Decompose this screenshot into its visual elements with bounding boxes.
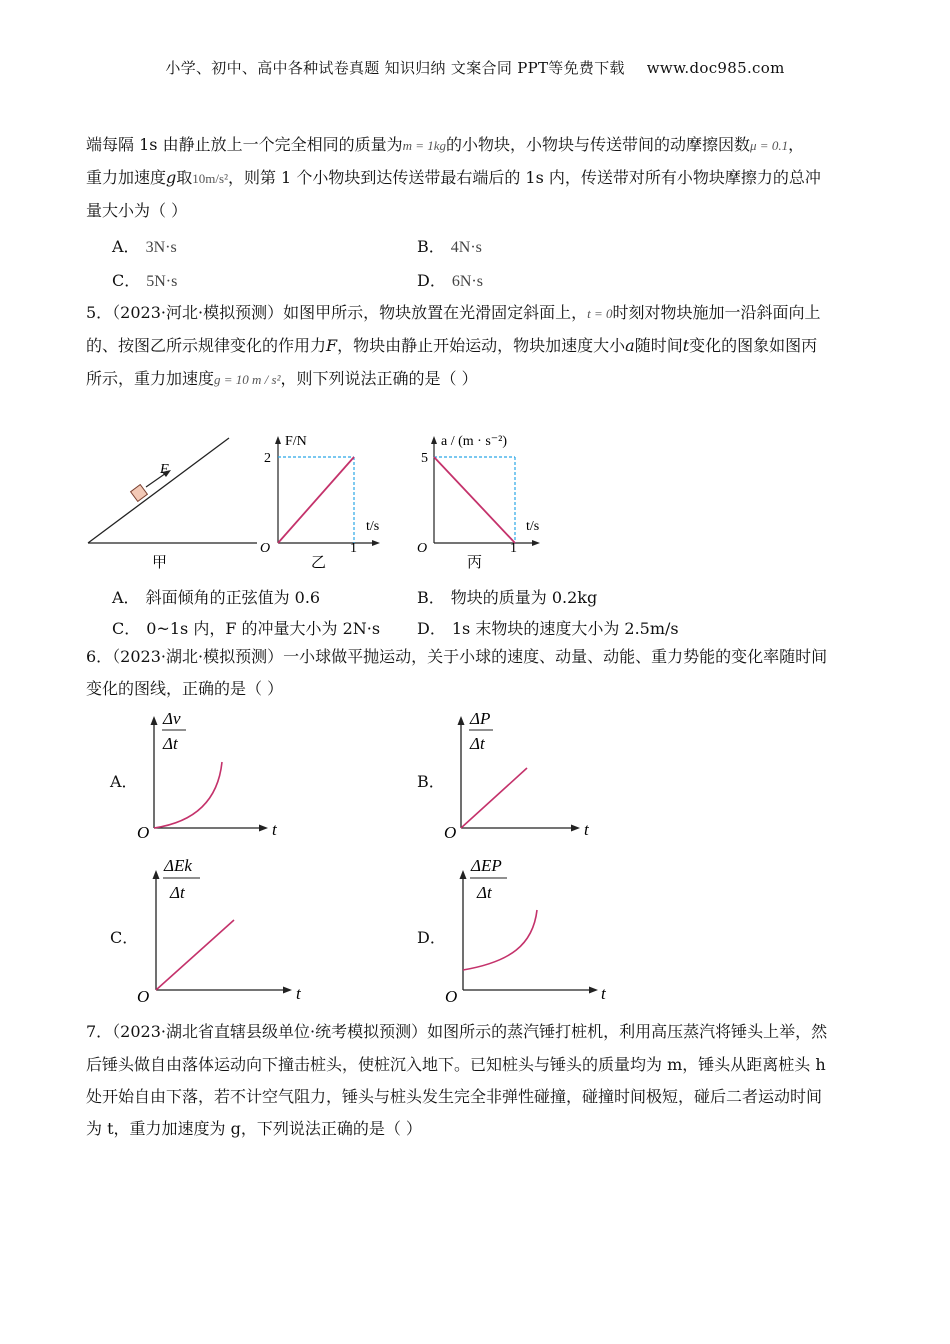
q4-g-value: 10m/s² (192, 171, 228, 186)
fig-jia-label: 甲 (152, 555, 168, 571)
q6-a-xlabel: t (272, 820, 277, 839)
q6-a-den: Δt (163, 734, 178, 753)
q7-line-1: 7．（2023·湖北省直辖县级单位·统考模拟预测）如图所示的蒸汽锤打桩机，利用高压蒸汽将锤头上举，然 (86, 1022, 828, 1041)
q6-option-d[interactable]: D． (417, 928, 446, 947)
q5-option-b[interactable]: B． 物块的质量为 0.2kg (417, 588, 598, 607)
q6-graph-c (137, 856, 302, 1006)
fig-bing-label: 丙 (467, 555, 483, 571)
yi-ytick: 2 (264, 451, 271, 466)
q6-line-2: 变化的图线，正确的是（ ） (86, 679, 284, 698)
q6-c-line (156, 920, 234, 990)
q6-d-den: Δt (477, 883, 492, 902)
q6-d-curve (463, 910, 537, 970)
yi-xtick: 1 (350, 541, 357, 556)
yi-origin: O (260, 541, 271, 556)
q4-line-3: 量大小为（ ） (86, 201, 188, 220)
bing-ylabel: a / (m · s⁻²) (441, 434, 508, 449)
q6-line-1: 6．（2023·湖北·模拟预测）一小球做平抛运动，关于小球的速度、动量、动能、重力势能的变化率随时间 (86, 647, 828, 666)
q5-line-1: 5．（2023·河北·模拟预测）如图甲所示，物块放置在光滑固定斜面上，t = 0时刻对物块施加一沿斜面向上 (86, 303, 821, 322)
q5-option-c[interactable]: C． 0~1s 内，F 的冲量大小为 2N·s (112, 619, 381, 638)
header-site-link[interactable]: www.doc985.com (646, 59, 785, 77)
q6-c-xlabel: t (296, 984, 301, 1003)
yi-xlabel: t/s (366, 519, 380, 534)
fig-yi-label: 乙 (311, 555, 327, 571)
q6-a-num: Δv (163, 709, 181, 728)
q6-c-origin: O (137, 987, 150, 1006)
bing-xtick: 1 (510, 541, 517, 556)
q6-b-line (461, 768, 527, 828)
q6-option-b[interactable]: B． (417, 772, 445, 791)
bing-origin: O (417, 541, 428, 556)
force-label: F (160, 462, 169, 477)
bing-xlabel: t/s (526, 519, 540, 534)
q4-line-2: 重力加速度g取10m/s²，则第 1 个小物块到达传送带最右端后的 1s 内，传送带对所有小物块摩擦力的总冲 (86, 168, 821, 187)
q5-option-d[interactable]: D． 1s 末物块的速度大小为 2.5m/s (417, 619, 679, 638)
q6-graph-b (444, 709, 590, 842)
q6-d-origin: O (445, 987, 458, 1006)
q6-b-num: ΔP (470, 709, 491, 728)
q7-line-4: 为 t，重力加速度为 g，下列说法正确的是（ ） (86, 1119, 422, 1138)
q5-option-a[interactable]: A． 斜面倾角的正弦值为 0.6 (112, 588, 321, 607)
q6-d-xlabel: t (601, 984, 606, 1003)
q4-line-1: 端每隔 1s 由静止放上一个完全相同的质量为m = 1kg的小物块，小物块与传送带间的动摩擦因数μ = 0.1， (86, 135, 805, 154)
q7-line-2: 后锤头做自由落体运动向下撞击桩头，使桩沉入地下。已知桩头与锤头的质量均为 m，锤头从距离桩头 h (86, 1055, 826, 1074)
q5-line-2: 的、按图乙所示规律变化的作用力F，物块由静止开始运动，物块加速度大小a随时间t变化的图象如图丙 (86, 336, 818, 355)
header-text: 小学、初中、高中各种试卷真题 知识归纳 文案合同 PPT等免费下载 (165, 59, 625, 77)
q7-line-3: 处开始自由下落，若不计空气阻力，锤头与桩头发生完全非弹性碰撞，碰撞时间极短，碰后二者运动时间 (86, 1087, 823, 1106)
q6-c-den: Δt (170, 883, 185, 902)
bing-ytick: 5 (421, 451, 428, 466)
q4-option-b[interactable]: B． 4N·s (417, 237, 482, 256)
q6-a-curve (154, 762, 222, 828)
q6-b-den: Δt (470, 734, 485, 753)
q4-mu: μ = 0.1 (750, 138, 789, 153)
q6-graph-d (445, 856, 607, 1006)
q6-graph-a (137, 709, 278, 842)
q4-mass: m = 1kg (402, 138, 447, 153)
q6-b-xlabel: t (584, 820, 589, 839)
q6-b-origin: O (444, 823, 457, 842)
q5-line-3: 所示，重力加速度g = 10 m / s²，则下列说法正确的是（ ） (86, 369, 478, 388)
q4-option-a[interactable]: A． 3N·s (112, 237, 177, 256)
q6-c-num: ΔEk (164, 856, 192, 875)
q6-option-a[interactable]: A． (110, 772, 138, 791)
q4-option-c[interactable]: C． 5N·s (112, 271, 178, 290)
q4-option-d[interactable]: D． 6N·s (417, 271, 483, 290)
q6-option-c[interactable]: C． (110, 928, 139, 947)
q6-d-num: ΔEP (471, 856, 502, 875)
yi-ylabel: F/N (285, 434, 307, 449)
q6-a-origin: O (137, 823, 150, 842)
